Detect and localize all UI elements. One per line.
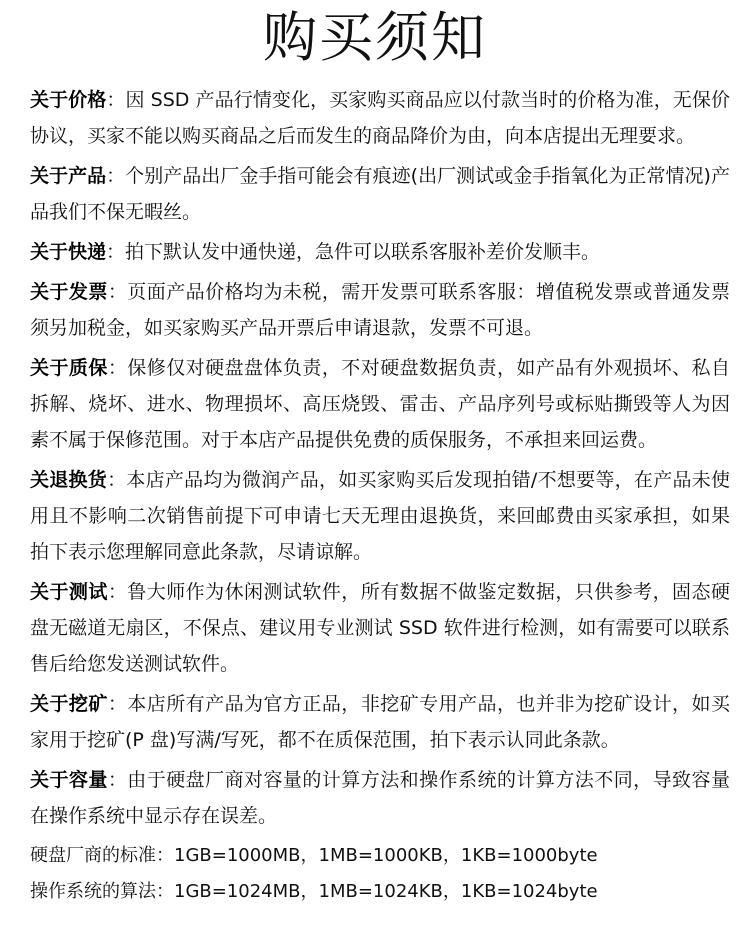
section-text: ：拍下默认发中通快递，急件可以联系客服补差价发顺丰。 <box>106 241 601 263</box>
os-algorithm-note: 操作系统的算法：1GB=1024MB，1MB=1024KB，1KB=1024byte <box>30 881 598 902</box>
vendor-standard-note: 硬盘厂商的标准：1GB=1000MB，1MB=1000KB，1KB=1000byte <box>30 845 598 866</box>
section-label: 关于测试 <box>30 581 108 603</box>
section-text: ：本店产品均为微润产品，如买家购买后发现拍错/不想要等，在产品未使用且不影响二次销售前提下可申请七天无理由退换货，来回邮费由买家承担，如果拍下表示您理解同意此条款，尽请谅解。 <box>30 469 730 563</box>
section-label: 关于产品 <box>30 165 107 187</box>
section-mining <box>30 686 730 758</box>
section-text: ：因 SSD 产品行情变化，买家购买商品应以付款当时的价格为准，无保价协议，买家不能以购买商品之后而发生的商品降价为由，向本店提出无理要求。 <box>30 89 730 147</box>
section-express <box>30 234 730 270</box>
section-label: 关退换货 <box>30 469 108 491</box>
section-product <box>30 158 730 230</box>
section-label: 关于价格 <box>30 89 107 111</box>
section-text: ：页面产品价格均为未税，需开发票可联系客服：增值税发票或普通发票须另加税金，如买家购买产品开票后申请退款，发票不可退。 <box>30 281 730 339</box>
section-label: 关于发票 <box>30 281 108 303</box>
section-label: 关于质保 <box>30 357 108 379</box>
section-text: ：保修仅对硬盘盘体负责，不对硬盘数据负责，如产品有外观损坏、私自拆解、烧坏、进水、物理损坏、高压烧毁、雷击、产品序列号或标贴撕毁等人为因素不属于保修范围。对于本店产品提供免费的质保服务，不承担来回运费。 <box>30 357 730 451</box>
section-text: ：鲁大师作为休闲测试软件，所有数据不做鉴定数据，只供参考，固态硬盘无磁道无扇区，不保点、建议用专业测试 SSD 软件进行检测，如有需要可以联系售后给您发送测试软件。 <box>30 581 730 675</box>
section-text: ：个别产品出厂金手指可能会有痕迹(出厂测试或金手指氧化为正常情况)产品我们不保无暇丝。 <box>30 165 730 223</box>
section-invoice <box>30 274 730 346</box>
page-title: 购买须知 <box>263 6 487 69</box>
section-warranty <box>30 350 730 458</box>
section-label: 关于挖矿 <box>30 693 108 715</box>
section-testing <box>30 574 730 682</box>
section-text: ：由于硬盘厂商对容量的计算方法和操作系统的计算方法不同，导致容量在操作系统中显示存在误差。 <box>30 769 730 827</box>
section-returns <box>30 462 730 570</box>
section-label: 关于快递 <box>30 241 107 263</box>
section-text: ：本店所有产品为官方正品，非挖矿专用产品，也并非为挖矿设计，如买家用于挖矿(P 盘)写满/写死，都不在质保范围，拍下表示认同此条款。 <box>30 693 730 751</box>
section-label: 关于容量 <box>30 769 108 791</box>
notice-content <box>30 82 730 910</box>
section-price <box>30 82 730 154</box>
section-capacity <box>30 762 730 834</box>
